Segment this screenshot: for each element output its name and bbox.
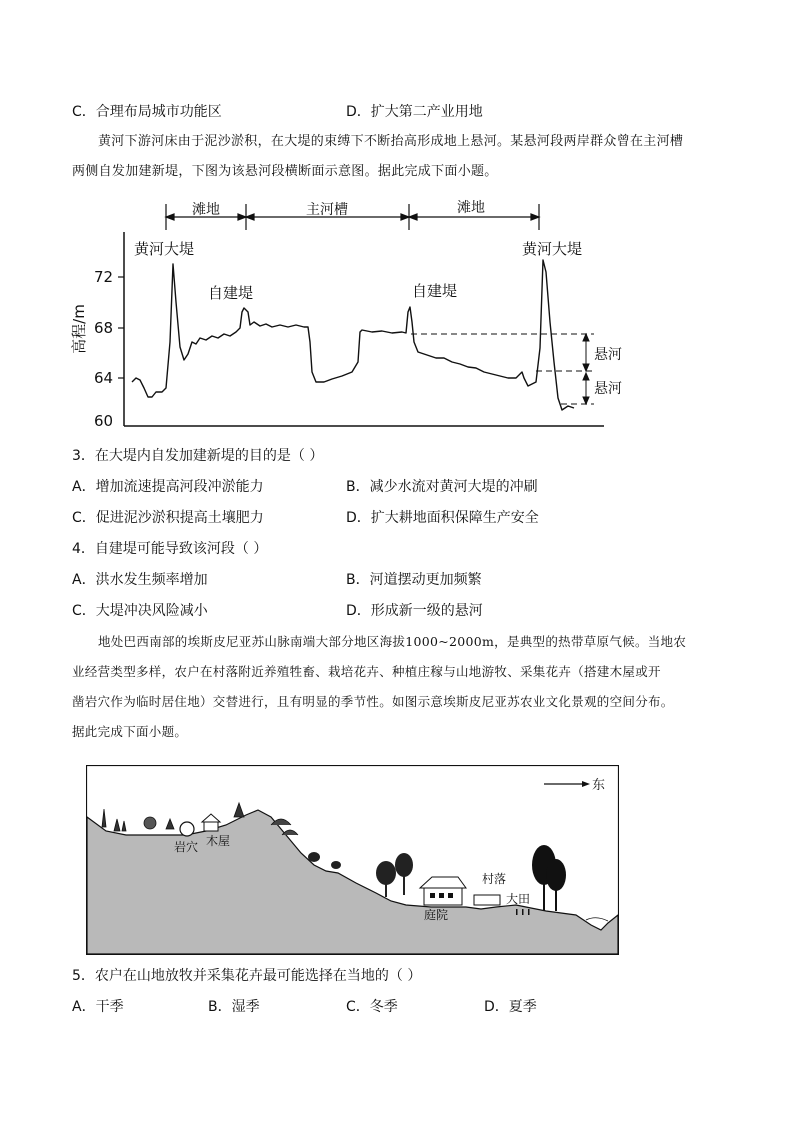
label-east: 东 [592,778,606,793]
q4-option-a[interactable]: A．洪水发生频率增加 [72,572,208,588]
label-main-channel: 主河槽 [306,202,348,218]
passage-line: 凿岩穴作为临时居住地）交替进行，且有明显的季节性。如图示意埃斯皮尼亚苏农业文化景观的空间分布。 [72,694,674,709]
y-axis-label: 高程/m [70,304,88,354]
q3-stem: 3．在大堤内自发加建新堤的目的是（ ） [72,448,324,464]
label-courtyard: 庭院 [424,908,449,922]
q3-option-b[interactable]: B．减少水流对黄河大堤的冲刷 [346,479,538,495]
passage-line: 两侧自发加建新堤，下图为该悬河段横断面示意图。据此完成下面小题。 [72,164,498,179]
label-suspended-river-upper: 悬河 [594,347,622,363]
label-suspended-river-lower: 悬河 [594,381,622,397]
passage-line: 黄河下游河床由于泥沙淤积，在大堤的束缚下不断抬高形成地上悬河。某悬河段两岸群众曾在主河槽 [98,134,684,149]
passage-line: 业经营类型多样，农户在村落附近养殖牲畜、栽培花卉、种植庄稼与山地游牧、采集花卉（搭建木屋或开 [72,664,661,679]
q4-stem: 4．自建堤可能导致该河段（ ） [72,541,268,557]
label-cave: 岩穴 [174,840,199,854]
q5-stem: 5．农户在山地放牧并采集花卉最可能选择在当地的（ ） [72,968,422,984]
cave-icon [180,822,194,836]
y-tick-60: 60 [94,412,114,430]
label-floodplain-right: 滩地 [457,200,485,216]
label-floodplain-left: 滩地 [192,202,220,218]
label-cabin: 木屋 [206,834,231,848]
q5-option-a[interactable]: A．干季 [72,999,124,1015]
q3-option-c[interactable]: C．促进泥沙淤积提高土壤肥力 [72,510,264,526]
passage-yellow-river [72,127,683,187]
y-tick-72: 72 [94,268,114,286]
q5-option-b[interactable]: B．湿季 [208,999,260,1015]
q5-option-d[interactable]: D．夏季 [484,999,537,1015]
label-dyke-left: 黄河大堤 [134,240,195,258]
label-dyke-right: 黄河大堤 [522,240,583,258]
river-cross-section-figure [66,192,626,437]
river-bed-profile [132,260,574,410]
prev-option-c: C．合理布局城市功能区 [72,104,222,120]
agricultural-landscape-figure [86,765,619,955]
y-tick-64: 64 [94,369,114,387]
q4-option-d[interactable]: D．形成新一级的悬河 [346,603,483,619]
label-field: 大田 [506,892,531,906]
prev-option-d: D．扩大第二产业用地 [346,104,483,120]
label-self-dyke-left: 自建堤 [208,284,254,302]
label-self-dyke-right: 自建堤 [412,282,458,300]
passage-line: 据此完成下面小题。 [72,724,188,739]
q4-option-c[interactable]: C．大堤冲决风险减小 [72,603,208,619]
passage-line: 地处巴西南部的埃斯皮尼亚苏山脉南端大部分地区海拔1000~2000m，是典型的热带草原气候。当地农 [98,634,687,649]
q3-option-a[interactable]: A．增加流速提高河段冲淤能力 [72,479,264,495]
passage-espinhaco [72,627,686,747]
label-village: 村落 [482,872,507,886]
q5-option-c[interactable]: C．冬季 [346,999,398,1015]
y-tick-68: 68 [94,319,114,337]
q3-option-d[interactable]: D．扩大耕地面积保障生产安全 [346,510,539,526]
q4-option-b[interactable]: B．河道摆动更加频繁 [346,572,482,588]
